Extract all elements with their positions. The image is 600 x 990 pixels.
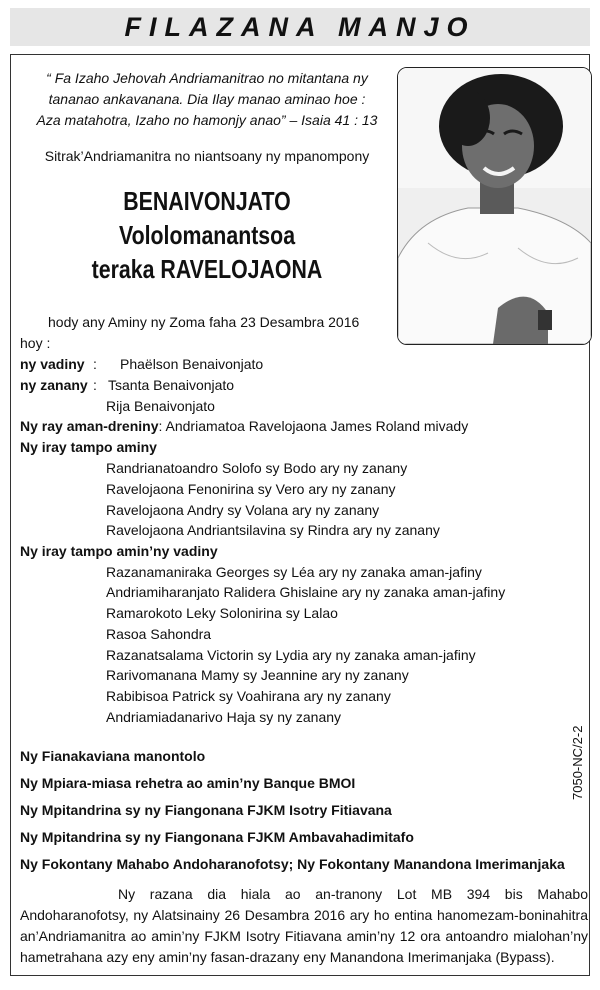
name-line-1: BENAIVONJATO [123,186,291,216]
quote-line: Aza matahotra, Izaho no hamonjy anao” – Isaia 41 : 13 [36,112,378,128]
spouse-sibling-item: Rabibisoa Patrick sy Voahirana ary ny zanany [106,688,391,704]
bible-quote [22,68,392,131]
portrait-image [398,68,591,344]
group-line: Ny Mpiara-miasa rehetra ao amin’ny Banque BMOI [20,775,356,791]
group-line: Ny Mpitandrina sy ny Fiangonana FJKM Ambavahadimitafo [20,829,414,845]
child-name: Rija Benaivonjato [106,398,215,414]
spouse-sibling-item: Razanamaniraka Georges sy Léa ary ny zanaka aman-jafiny [106,564,482,580]
name-line-3: teraka RAVELOJAONA [91,254,323,284]
quote-line: tananao ankavanana. Dia Ilay manao aminao hoe : [48,91,366,107]
funeral-details: Ny razana dia hiala ao an-tranony Lot MB 394 bis Mahabo Andoharanofotsy, ny Alatsinainy 26 Desambra 2016 ary ho entina hanomezam-boninahitra an’Andriamanitra ao amin’ny FJKM Isotry Fitiavana amin’ny 12 ora antoandro mialohan’ny hametrahana azy eny amin’ny fasan-drazany eny Manandona Imerimanjaka (Bypass). [20,886,588,965]
spouse-label: ny vadiny [20,356,85,372]
sibling-item: Randrianatoandro Solofo sy Bodo ary ny zanany [106,460,408,476]
spouse-name: Phaëlson Benaivonjato [120,356,264,372]
spouse-siblings-label: Ny iray tampo amin’ny vadiny [20,543,218,559]
notice-title: FILAZANA MANJO [124,11,476,42]
portrait-photo [397,67,592,345]
spouse-sibling-item: Andriamiharanjato Ralidera Ghislaine ary ny zanaka aman-jafiny [106,584,506,600]
spouse-sibling-item: Ramarokoto Leky Solonirina sy Lalao [106,605,338,621]
date-line: hody any Aminy ny Zoma faha 23 Desambra 2016 [48,314,360,330]
spouse-sibling-item: Rasoa Sahondra [106,626,212,642]
children-sep: : [93,377,97,393]
siblings-label: Ny iray tampo aminy [20,439,157,455]
sibling-item: Ravelojaona Andry sy Volana ary ny zanany [106,502,380,518]
spouse-sibling-item: Razanatsalama Victorin sy Lydia ary ny zanaka aman-jafiny [106,647,476,663]
deceased-name [55,184,358,286]
group-line: Ny Mpitandrina sy ny Fiangonana FJKM Isotry Fitiavana [20,802,392,818]
spouse-sibling-item: Andriamiadanarivo Haja sy ny zanany [106,709,342,725]
children-label: ny zanany [20,377,88,393]
sibling-item: Ravelojaona Fenonirina sy Vero ary ny zanany [106,481,396,497]
thanks-line: Sitrak’Andriamanitra no niantsoany ny mpanompony [44,148,370,164]
spouse-sibling-item: Rarivomanana Mamy sy Jeannine ary ny zanany [106,667,409,683]
reference-code: 7050-NC/2-2 [570,725,585,800]
child-name: Tsanta Benaivonjato [108,377,235,393]
hoy-label: hoy : [20,335,51,351]
quote-line: “ Fa Izaho Jehovah Andriamanitrao no mitantana ny [46,70,368,86]
parents-line [20,417,468,435]
group-line: Ny Fianakaviana manontolo [20,748,206,764]
parents-label: Ny ray aman-dreniny [20,418,159,434]
group-line: Ny Fokontany Mahabo Andoharanofotsy; Ny Fokontany Manandona Imerimanjaka [20,856,565,872]
name-line-2: Vololomanantsoa [118,220,296,250]
sibling-item: Ravelojaona Andriantsilavina sy Rindra ary ny zanany [106,522,440,538]
notice-header [10,8,590,46]
parents-text: : Andriamatoa Ravelojaona James Roland mivady [158,418,469,434]
spouse-sep: : [93,356,97,372]
